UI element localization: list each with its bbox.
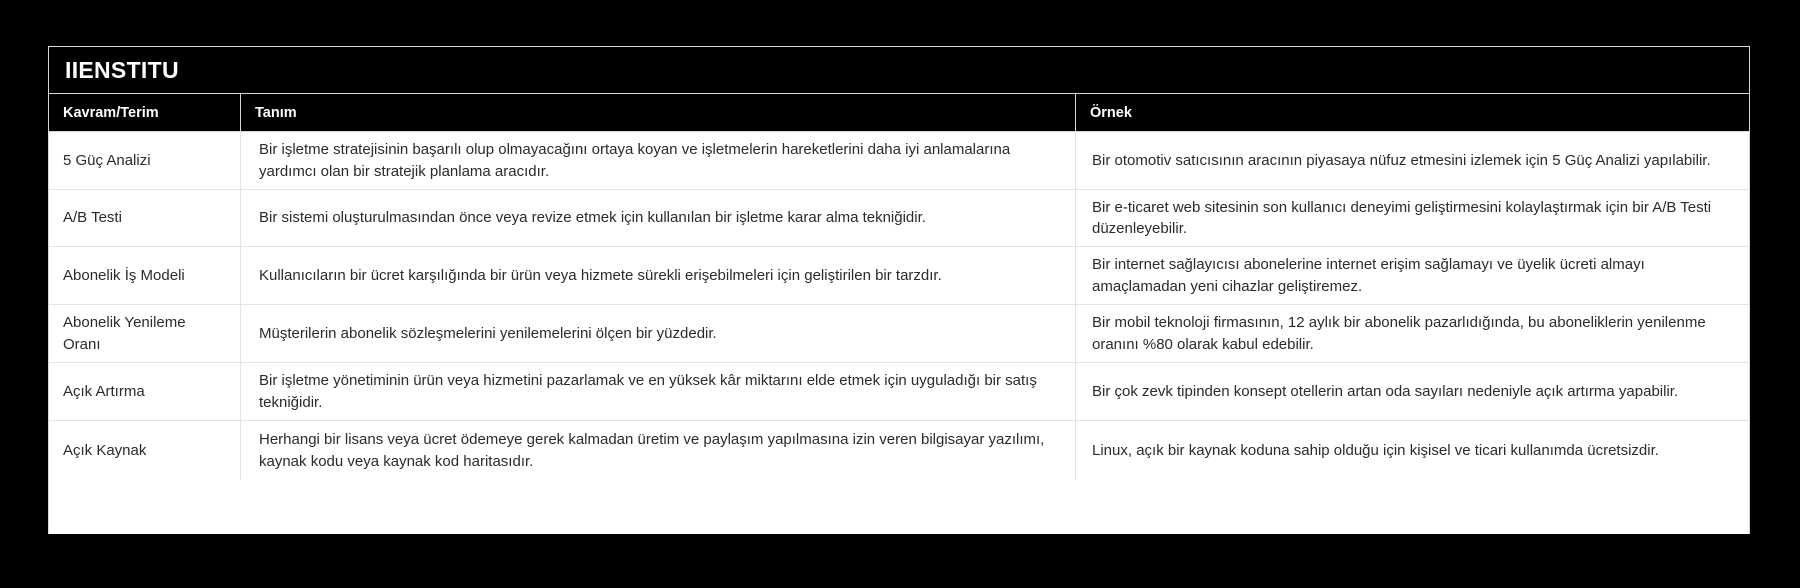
table-row xyxy=(49,190,1749,247)
cell-definition: Herhangi bir lisans veya ücret ödemeye gerek kalmadan üretim ve paylaşım yapılmasına izin veren bilgisayar yazılımı, kaynak kodu veya kaynak kod haritasıdır. xyxy=(240,421,1075,480)
column-header-example: Örnek xyxy=(1075,94,1749,131)
cell-example: Bir internet sağlayıcısı abonelerine internet erişim sağlamayı ve üyelik ücreti almayı amaçlamadan yeni cihazlar geliştiremez. xyxy=(1075,247,1749,304)
cell-term: 5 Güç Analizi xyxy=(63,151,151,169)
cell-example: Bir çok zevk tipinden konsept otellerin artan oda sayıları nedeniyle açık artırma yapabilir. xyxy=(1075,363,1749,420)
cell-definition: Bir işletme stratejisinin başarılı olup olmayacağını ortaya koyan ve işletmelerin hareketlerini daha iyi anlamalarına yardımcı olan bir stratejik planlama aracıdır. xyxy=(240,132,1075,189)
cell-term: Açık Artırma xyxy=(63,382,145,400)
column-header-term: Kavram/Terim xyxy=(63,104,159,121)
cell-example: Linux, açık bir kaynak koduna sahip olduğu için kişisel ve ticari kullanımda ücretsizdir. xyxy=(1075,421,1749,480)
cell-definition: Bir sistemi oluşturulmasından önce veya revize etmek için kullanılan bir işletme karar alma tekniğidir. xyxy=(240,190,1075,246)
cell-example: Bir mobil teknoloji firmasının, 12 aylık bir abonelik pazarlıdığında, bu aboneliklerin yenilenme oranını %80 olarak kabul edebilir. xyxy=(1075,305,1749,362)
cell-example: Bir otomotiv satıcısının aracının piyasaya nüfuz etmesini izlemek için 5 Güç Analizi yapılabilir. xyxy=(1075,132,1749,189)
cell-term: Abonelik İş Modeli xyxy=(63,266,185,284)
cell-definition: Müşterilerin abonelik sözleşmelerini yenilemelerini ölçen bir yüzdedir. xyxy=(240,305,1075,362)
table-row xyxy=(49,421,1749,480)
cell-term: Açık Kaynak xyxy=(63,441,147,459)
column-header-definition: Tanım xyxy=(240,94,1075,131)
table-row xyxy=(49,363,1749,421)
brand-logo: IIENSTITU xyxy=(65,56,179,83)
cell-term: Abonelik Yenileme Oranı xyxy=(63,314,186,353)
brand-bar xyxy=(49,47,1749,94)
glossary-table xyxy=(48,46,1750,534)
table-row xyxy=(49,247,1749,305)
table-row xyxy=(49,305,1749,363)
table-body xyxy=(49,132,1749,534)
table-header-row xyxy=(49,94,1749,132)
table-row xyxy=(49,132,1749,190)
cell-definition: Bir işletme yönetiminin ürün veya hizmetini pazarlamak ve en yüksek kâr miktarını elde etmek için uyguladığı bir satış tekniğidir. xyxy=(240,363,1075,420)
cell-example: Bir e-ticaret web sitesinin son kullanıcı deneyimi geliştirmesini kolaylaştırmak için bir A/B Testi düzenleyebilir. xyxy=(1075,190,1749,246)
cell-definition: Kullanıcıların bir ücret karşılığında bir ürün veya hizmete sürekli erişebilmeleri için geliştirilen bir tarzdır. xyxy=(240,247,1075,304)
cell-term: A/B Testi xyxy=(63,209,122,227)
